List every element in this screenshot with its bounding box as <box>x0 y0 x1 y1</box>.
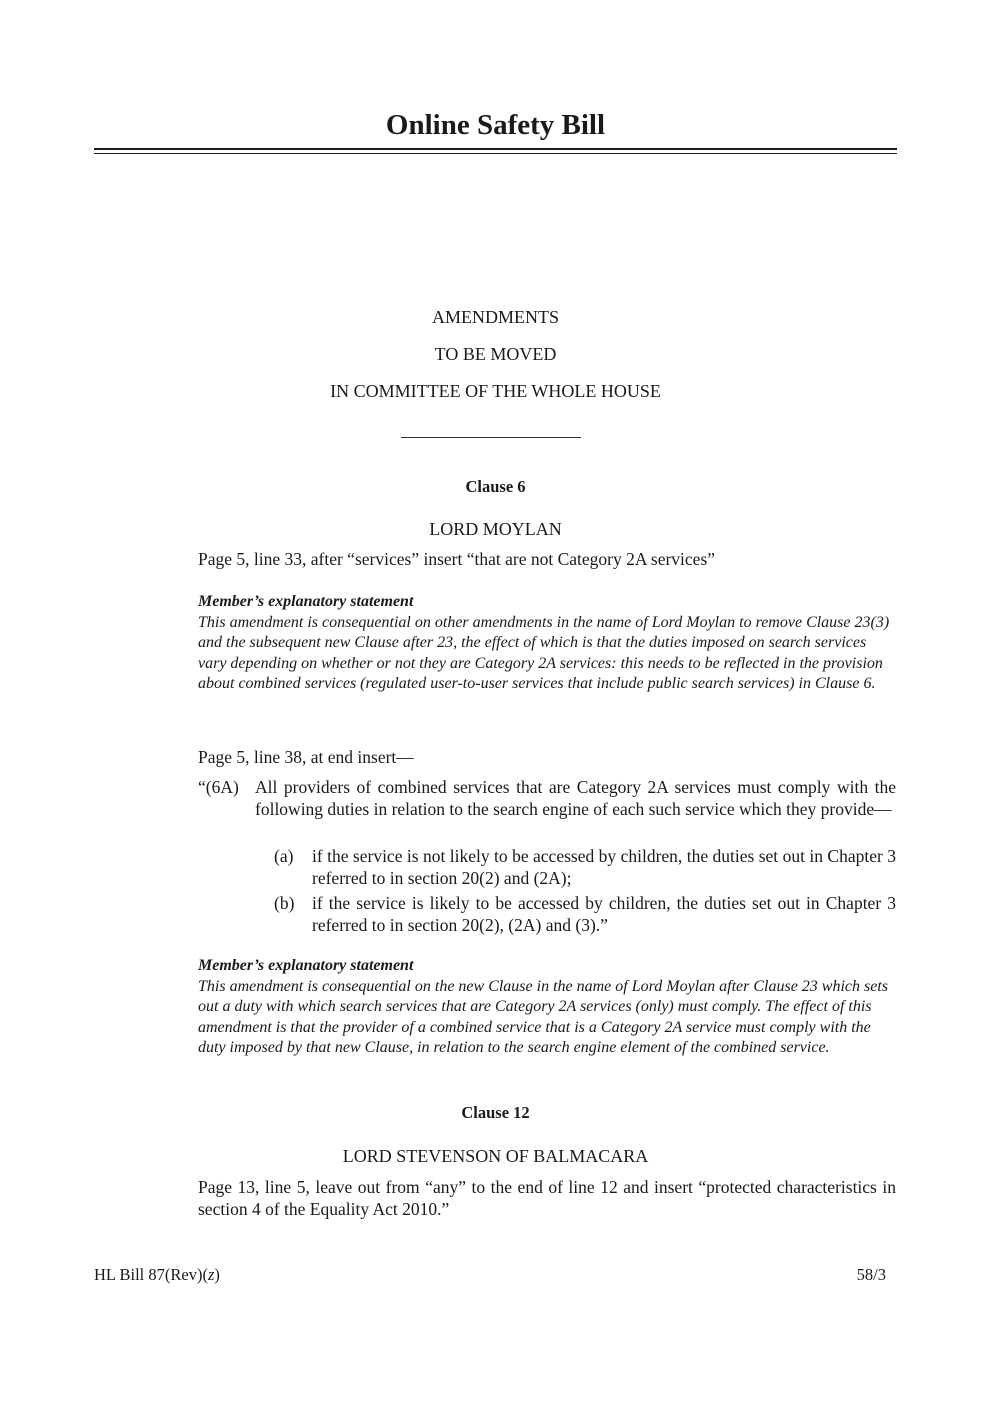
statement-text: This amendment is consequential on the new Clause in the name of Lord Moylan after Clause 23 which sets out a duty with which search services that are Category 2A services (only) must comply. The effect of this amendment is that the provider of a combined service that is a Category 2A service must comply with the duty imposed by that new Clause, in relation to the search engine element of the combined service. <box>198 977 889 1056</box>
statement-heading: Member’s explanatory statement <box>198 957 414 974</box>
clause-6-member: LORD MOYLAN <box>429 519 562 539</box>
paragraph-text: if the service is not likely to be accessed by children, the duties set out in Chapter 3 referred to in section 20(2) and (2A); <box>312 846 896 888</box>
clause-6-amendment-2-intro: Page 5, line 38, at end insert— <box>198 747 414 767</box>
paragraph-label: (b) <box>274 893 295 913</box>
clause-6-statement-1 <box>198 592 896 695</box>
paragraph-a <box>274 845 896 889</box>
footer-bill-reference <box>94 1265 220 1285</box>
subsection-6a <box>198 776 896 820</box>
subsection-label: “(6A) <box>198 777 239 797</box>
paragraph-label: (a) <box>274 846 294 866</box>
bill-ref-prefix: HL Bill 87(Rev)( <box>94 1265 208 1284</box>
footer-page-number: 58/3 <box>856 1265 886 1284</box>
clause-6-title: Clause 6 <box>465 477 526 496</box>
section-divider <box>401 437 581 438</box>
clause-6-statement-2 <box>198 956 896 1059</box>
heading-line-1: AMENDMENTS <box>431 307 559 327</box>
subsection-text: All providers of combined services that are Category 2A services must comply with the following duties in relation to the search engine of each such service which they provide— <box>255 777 896 819</box>
bill-ref-suffix: z <box>207 1265 215 1284</box>
clause-12-amendment-1: Page 13, line 5, leave out from “any” to the end of line 12 and insert “protected characteristics in section 4 of the Equality Act 2010.” <box>198 1177 896 1219</box>
clause-12-title: Clause 12 <box>461 1103 530 1122</box>
paragraph-b <box>274 892 896 936</box>
statement-text: This amendment is consequential on other amendments in the name of Lord Moylan to remove Clause 23(3) and the subsequent new Clause after 23, the effect of which is that the duties imposed on search services vary depending on whether or not they are Category 2A services: this needs to be reflected in the provision about combined services (regulated user-to-user services that include public search services) in Clause 6. <box>198 613 890 692</box>
heading-line-3: IN COMMITTEE OF THE WHOLE HOUSE <box>330 381 661 401</box>
statement-heading: Member’s explanatory statement <box>198 593 414 610</box>
bill-ref-close: ) <box>214 1265 220 1284</box>
title-rule-thick <box>94 148 897 150</box>
page-title: Online Safety Bill <box>385 109 606 141</box>
clause-12-member: LORD STEVENSON OF BALMACARA <box>342 1146 649 1166</box>
heading-line-2: TO BE MOVED <box>434 344 557 364</box>
title-rule-thin <box>94 153 897 154</box>
paragraph-text: if the service is likely to be accessed by children, the duties set out in Chapter 3 referred to in section 20(2), (2A) and (3).” <box>312 893 896 935</box>
clause-6-amendment-1: Page 5, line 33, after “services” insert “that are not Category 2A services” <box>198 549 716 569</box>
